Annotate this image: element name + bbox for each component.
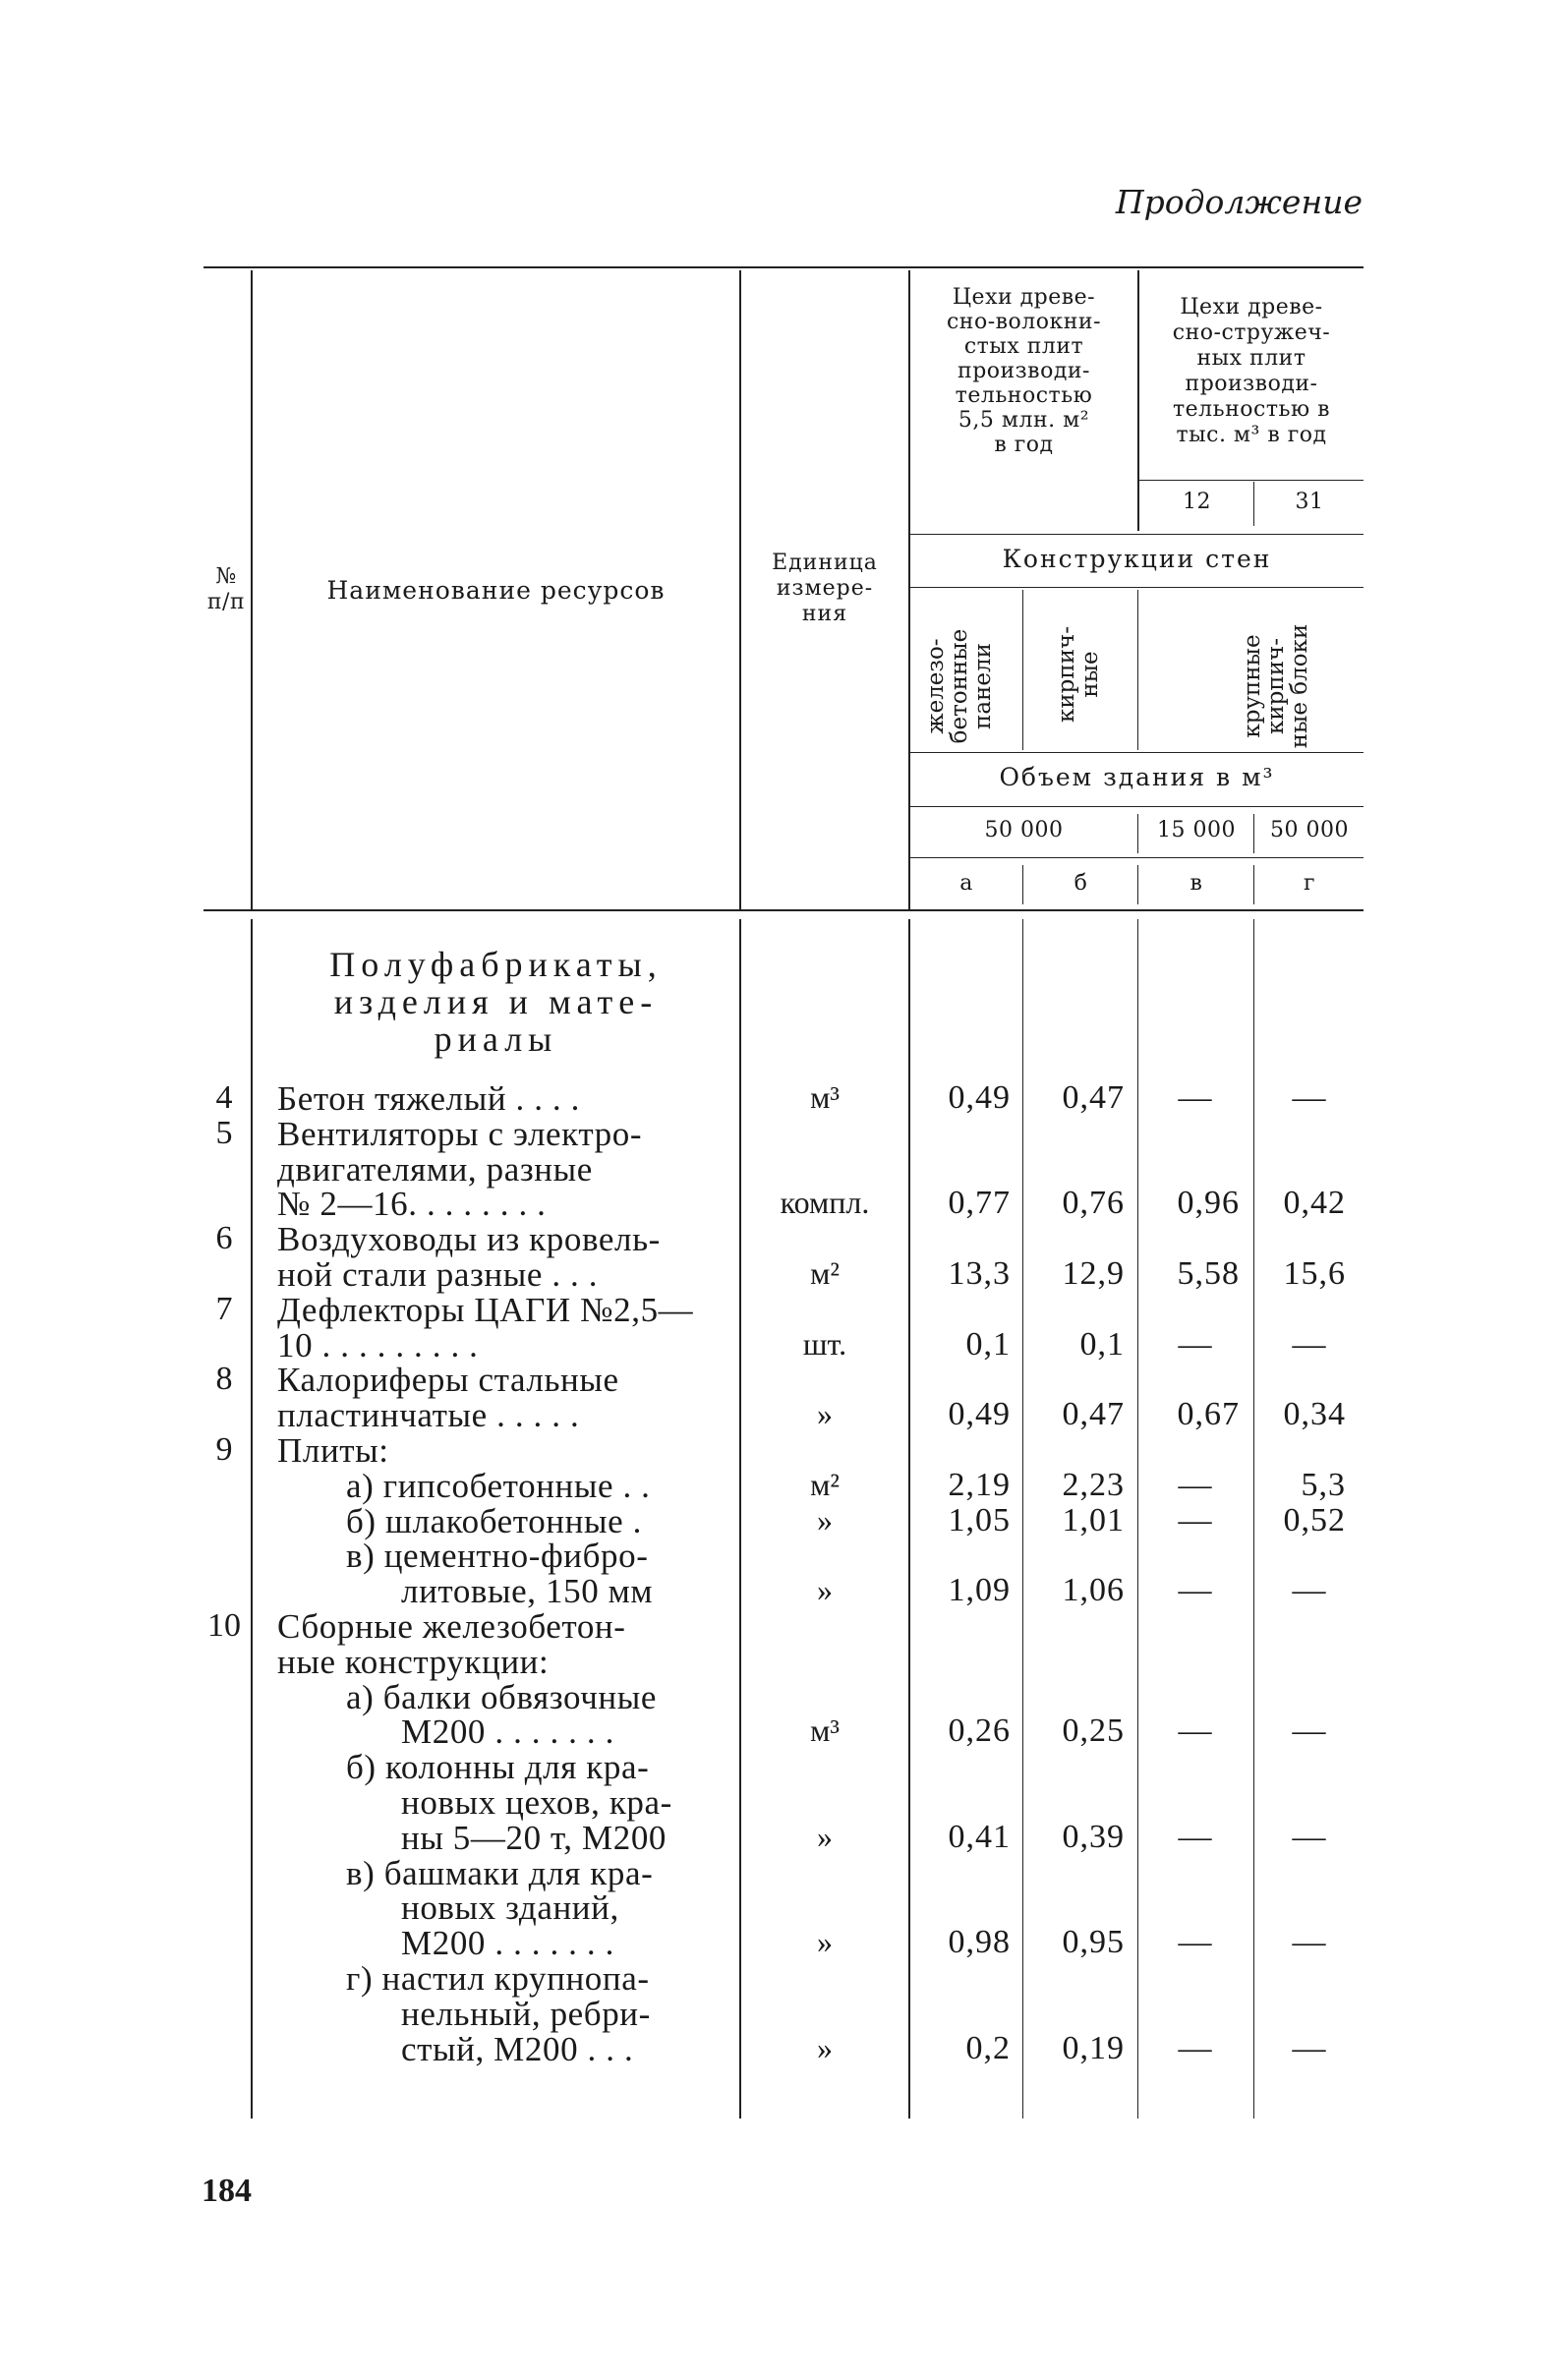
value-c-cell: — [1178,1572,1213,1609]
value-b-cell: 1,01 [1062,1501,1125,1538]
unit-cell: шт. [802,1325,847,1362]
resource-name-line: Калориферы стальные [277,1361,619,1400]
value-d-cell: 0,52 [1283,1501,1346,1538]
resource-name-line: а) гипсобетонные . . [346,1466,651,1505]
resource-name-line: б) шлакобетонные . [346,1501,642,1540]
value-c-cell: 0,96 [1177,1185,1240,1222]
value-b-cell: 12,9 [1062,1255,1125,1292]
resource-name-line: а) балки обвязочные [346,1677,658,1716]
resource-name-line: Плиты: [277,1431,389,1470]
value-c-cell: — [1178,1079,1213,1116]
value-d-cell: — [1292,1572,1327,1609]
header-name: Наименование ресурсов [326,576,666,605]
header-index-a: а [959,871,973,896]
unit-cell: » [817,2029,833,2065]
value-c-cell: 0,67 [1177,1396,1240,1433]
header-wall-b: кирпич- ные [1054,625,1103,724]
header-volume-c: 15 000 [1157,818,1236,842]
row-number: 4 [215,1079,233,1116]
value-d-cell: 5,3 [1301,1466,1346,1503]
value-c-cell: — [1178,1325,1213,1363]
header-volume-d: 50 000 [1270,818,1349,842]
resource-name-line: № 2—16. . . . . . . . [277,1185,547,1224]
value-b-cell: 0,25 [1062,1712,1125,1750]
value-d-cell: 0,42 [1283,1185,1346,1222]
row-number: 9 [215,1431,233,1468]
value-a-cell: 2,19 [948,1466,1011,1503]
value-d-cell: — [1292,1079,1327,1116]
resource-name-line: г) настил крупнопа- [346,1959,650,1998]
value-c-cell: — [1178,1818,1213,1855]
value-b-cell: 0,95 [1062,1924,1125,1961]
resource-name-line: в) башмаки для кра- [346,1853,654,1892]
header-capacity-31: 31 [1295,490,1324,514]
header-wall-a: железо- бетонные панели [923,628,996,744]
header-wall-c: крупные кирпич- ные блоки [1240,623,1312,749]
value-d-cell: 0,34 [1283,1396,1346,1433]
value-a-cell: 0,2 [965,2029,1011,2066]
unit-cell: м³ [810,1079,840,1115]
value-a-cell: 0,49 [948,1079,1011,1116]
resource-name-line: литовые, 150 мм [401,1572,654,1611]
header-index-d: г [1303,871,1316,896]
resource-name-line: нельный, ребри- [401,1994,651,2033]
unit-cell: м³ [810,1712,840,1749]
section-title: Полуфабрикаты, изделия и мате- риалы [329,945,663,1059]
resource-name-line: ные конструкции: [277,1642,550,1681]
resource-name-line: б) колонны для кра- [346,1748,650,1787]
value-d-cell: — [1292,2029,1327,2066]
page-number: 184 [202,2173,252,2209]
value-c-cell: — [1178,1712,1213,1750]
value-b-cell: 0,1 [1079,1325,1125,1363]
value-c-cell: — [1178,1466,1213,1503]
row-number: 8 [215,1361,233,1398]
value-a-cell: 0,41 [948,1818,1011,1855]
value-a-cell: 0,26 [948,1712,1011,1750]
unit-cell: м² [810,1255,840,1291]
unit-cell: компл. [780,1185,870,1221]
row-number: 5 [215,1114,233,1151]
value-a-cell: 1,09 [948,1572,1011,1609]
resource-name-line: Сборные железобетон- [277,1607,626,1646]
header-group-chipboard: Цехи древе- сно-стружеч- ных плит производи- тельностью в тыс. м³ в год [1172,295,1331,447]
resource-name-line: М200 . . . . . . . [401,1712,614,1752]
value-b-cell: 2,23 [1062,1466,1125,1503]
value-b-cell: 0,47 [1062,1396,1125,1433]
value-c-cell: 5,58 [1177,1255,1240,1292]
unit-cell: » [817,1572,833,1608]
header-group-fiberboard: Цехи древе- сно-волокни- стых плит производи- тельностью 5,5 млн. м² в год [946,285,1102,457]
value-d-cell: — [1292,1325,1327,1363]
unit-cell: » [817,1501,833,1538]
unit-cell: » [817,1924,833,1960]
value-b-cell: 0,76 [1062,1185,1125,1222]
header-num: № п/п [206,564,246,614]
value-a-cell: 0,98 [948,1924,1011,1961]
value-b-cell: 0,39 [1062,1818,1125,1855]
resource-name-line: Дефлекторы ЦАГИ №2,5— [277,1290,694,1329]
continuation-label: Продолжение [1115,183,1363,221]
unit-cell: м² [810,1466,840,1502]
resource-name-line: пластинчатые . . . . . [277,1396,580,1435]
value-d-cell: — [1292,1924,1327,1961]
row-number: 6 [215,1220,233,1257]
header-index-c: в [1190,871,1203,896]
resource-name-line: двигателями, разные [277,1149,593,1189]
value-c-cell: — [1178,2029,1213,2066]
value-a-cell: 0,49 [948,1396,1011,1433]
resource-name-line: М200 . . . . . . . [401,1924,614,1963]
header-volume: Объем здания в м³ [999,763,1275,791]
value-a-cell: 0,1 [965,1325,1011,1363]
value-a-cell: 13,3 [948,1255,1011,1292]
value-a-cell: 0,77 [948,1185,1011,1222]
value-b-cell: 0,47 [1062,1079,1125,1116]
header-volume-a: 50 000 [984,818,1064,842]
value-b-cell: 1,06 [1062,1572,1125,1609]
header-capacity-12: 12 [1183,490,1211,514]
resource-name-line: Бетон тяжелый . . . . [277,1079,580,1118]
resource-name-line: новых зданий, [401,1888,619,1928]
header-index-b: б [1074,871,1088,896]
resource-name-line: Воздуховоды из кровель- [277,1220,661,1259]
header-unit: Единица измере- ния [772,551,878,626]
value-d-cell: — [1292,1712,1327,1750]
value-a-cell: 1,05 [948,1501,1011,1538]
resource-name-line: в) цементно-фибро- [346,1537,649,1576]
unit-cell: » [817,1396,833,1432]
resource-name-line: ной стали разные . . . [277,1255,599,1294]
value-d-cell: — [1292,1818,1327,1855]
value-c-cell: — [1178,1501,1213,1538]
resource-name-line: новых цехов, кра- [401,1783,672,1822]
resource-name-line: Вентиляторы с электро- [277,1114,643,1153]
resource-name-line: стый, М200 . . . [401,2029,634,2068]
row-number: 10 [207,1607,241,1644]
resource-name-line: ны 5—20 т, М200 [401,1818,667,1857]
row-number: 7 [215,1290,233,1327]
resource-name-line: 10 . . . . . . . . . [277,1325,479,1364]
unit-cell: » [817,1818,833,1854]
value-d-cell: 15,6 [1283,1255,1346,1292]
header-walls: Конструкции стен [1002,545,1272,573]
value-c-cell: — [1178,1924,1213,1961]
value-b-cell: 0,19 [1062,2029,1125,2066]
